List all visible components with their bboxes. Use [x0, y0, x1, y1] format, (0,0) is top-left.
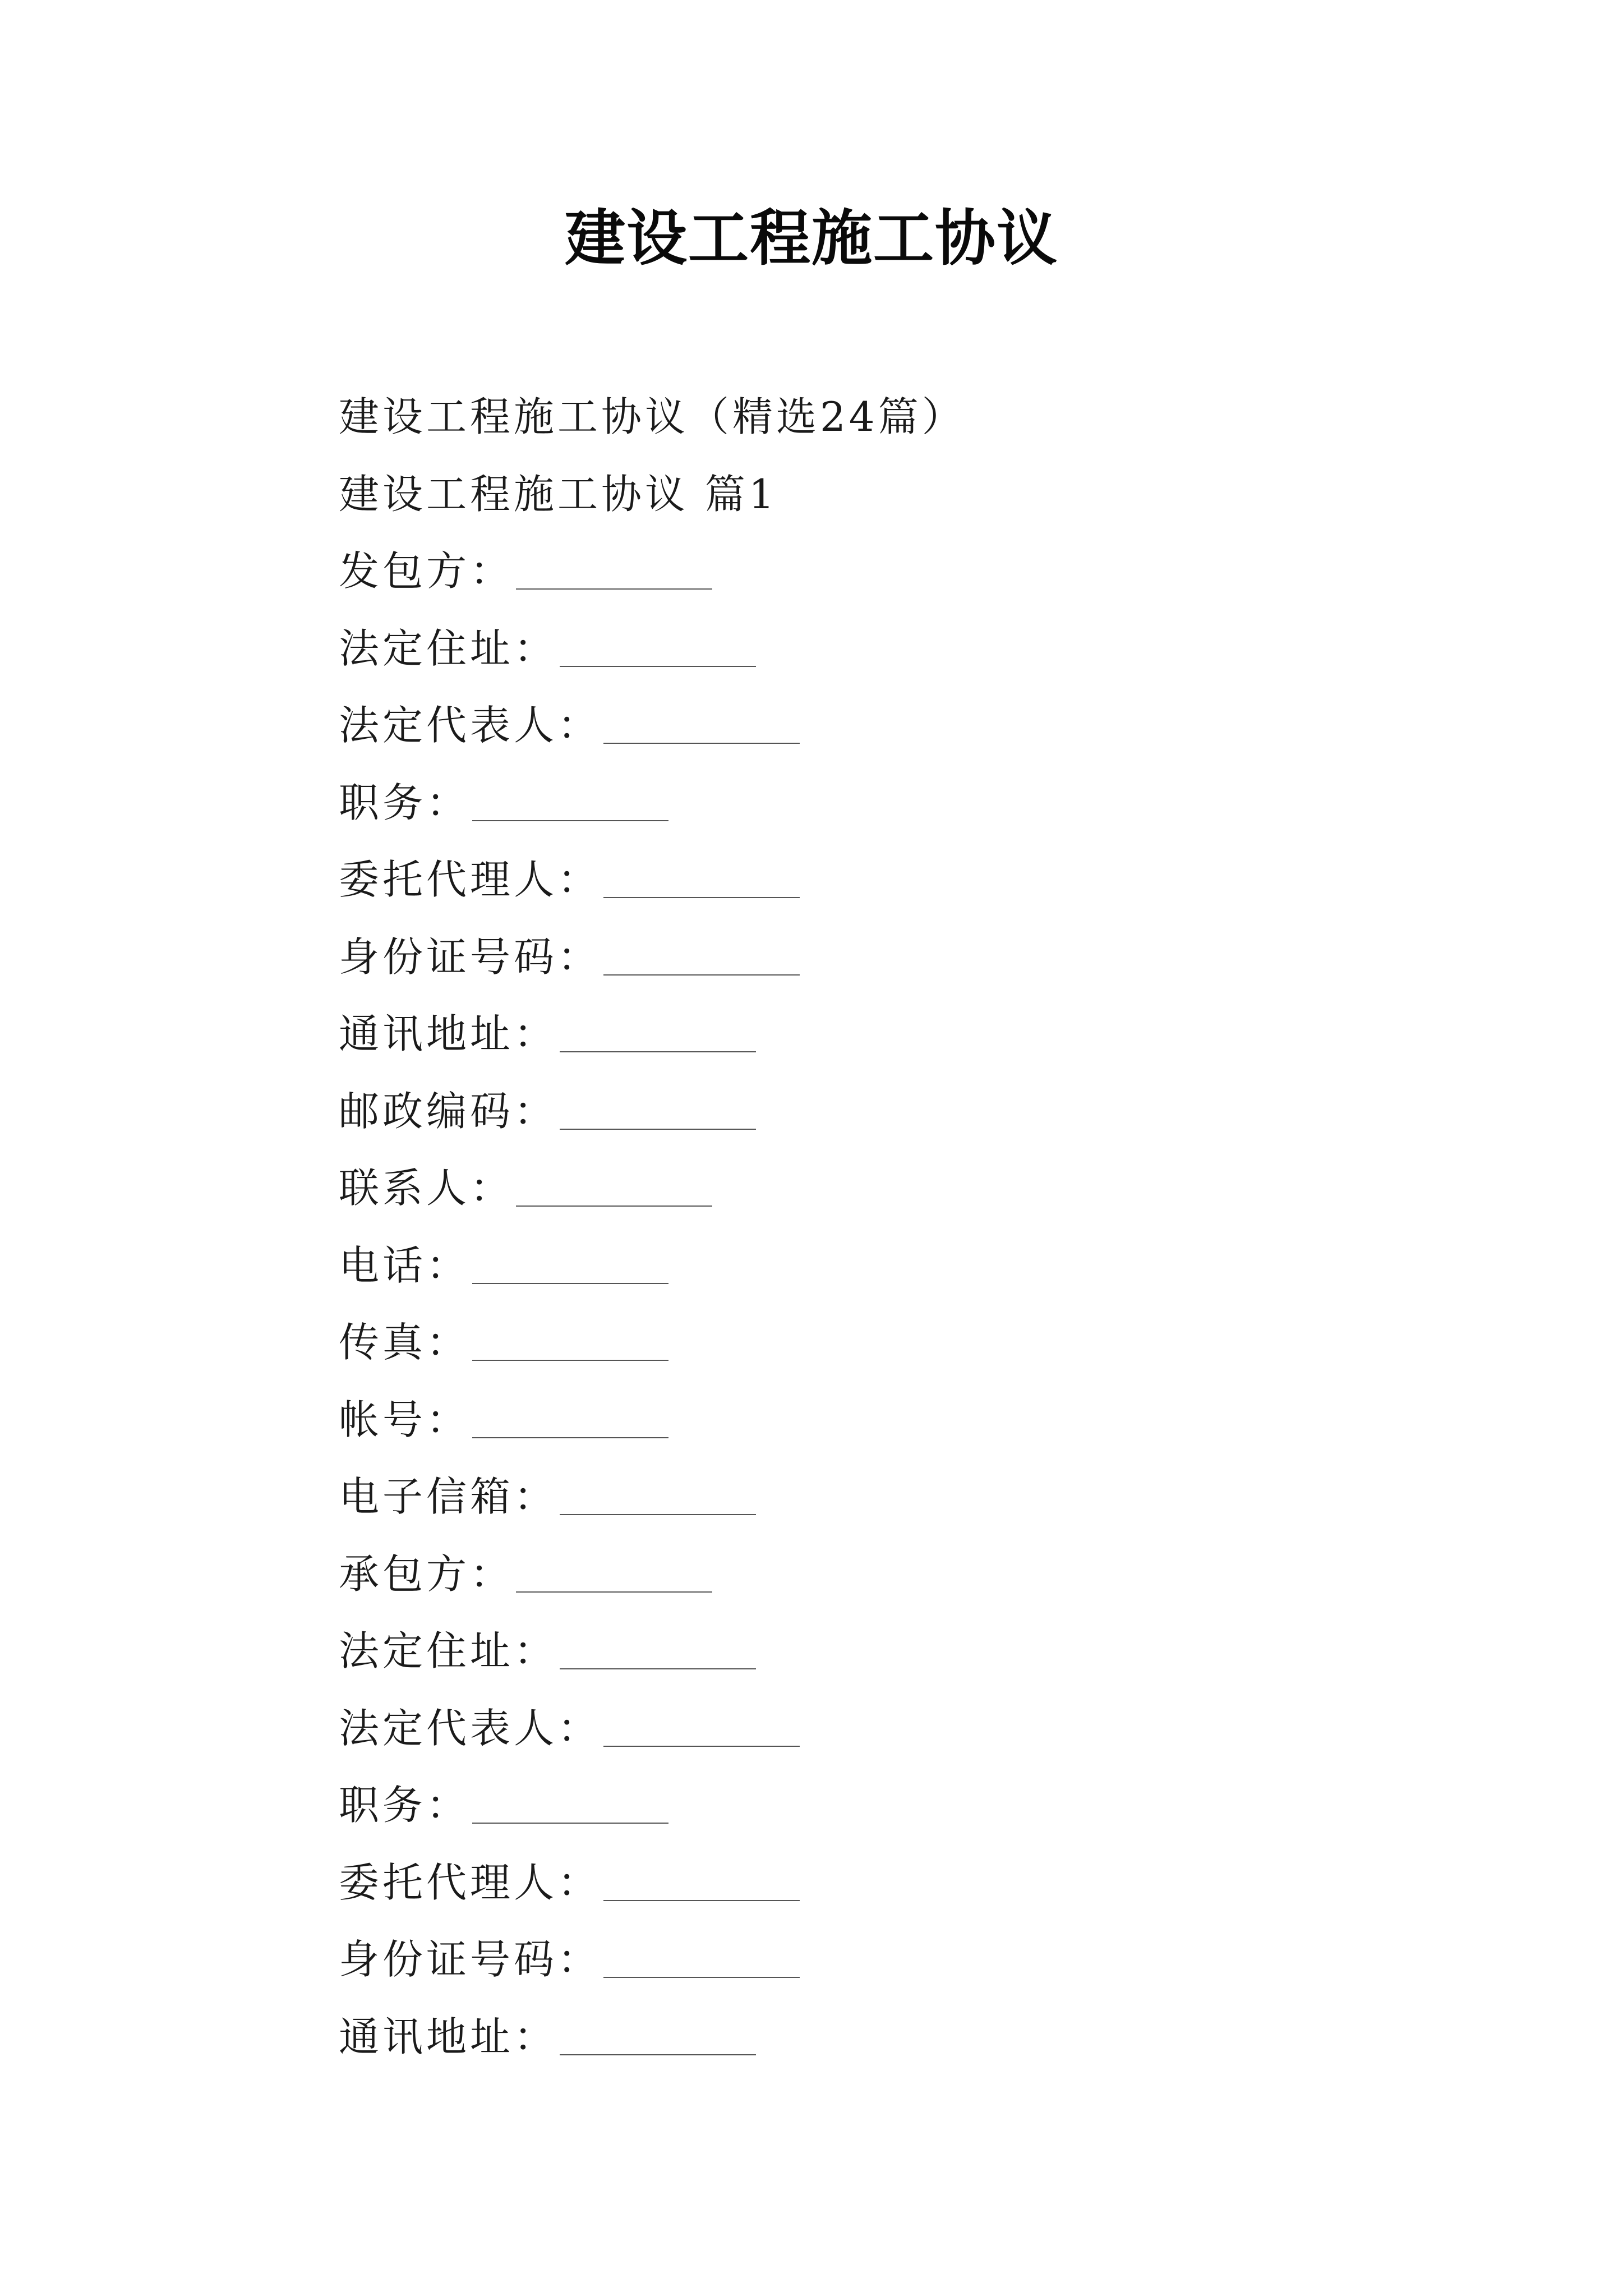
fill-in-blank	[603, 1746, 800, 1747]
field-party-a-fax	[339, 1304, 1460, 1382]
fill-in-blank	[603, 1977, 800, 1978]
document-title: 建设工程施工协议	[564, 203, 1058, 274]
field-label: 职务：	[339, 779, 471, 826]
fill-in-blank	[472, 1437, 668, 1438]
fill-in-blank	[560, 1129, 756, 1130]
field-party-a-legal-rep	[339, 687, 1460, 765]
field-party-b-position	[339, 1767, 1460, 1844]
fill-in-blank	[472, 1823, 668, 1824]
fill-in-blank	[472, 1360, 668, 1361]
fill-in-blank	[516, 1591, 712, 1593]
fill-in-blank	[603, 974, 800, 976]
field-party-a-mailing-address	[339, 996, 1460, 1073]
field-party-a-position	[339, 765, 1460, 842]
fill-in-blank	[560, 1514, 756, 1515]
field-label: 传真：	[339, 1319, 471, 1366]
field-party-a-address	[339, 610, 1460, 688]
field-label: 身份证号码：	[339, 1936, 602, 1983]
fill-in-blank	[603, 897, 800, 898]
fill-in-blank	[560, 666, 756, 667]
fill-in-blank	[560, 1051, 756, 1052]
field-label: 通讯地址：	[339, 2013, 558, 2060]
field-party-b-mailing-address	[339, 1999, 1460, 2076]
fill-in-blank	[472, 1283, 668, 1284]
section-heading: 建设工程施工协议 篇1	[339, 470, 778, 518]
field-label: 电话：	[339, 1241, 471, 1289]
fill-in-blank	[560, 2054, 756, 2055]
field-label: 电子信箱：	[339, 1473, 558, 1520]
field-party-a-contact	[339, 1150, 1460, 1227]
field-party-b-id-number	[339, 1921, 1460, 1999]
field-label: 承包方：	[339, 1550, 514, 1598]
field-party-b-address	[339, 1613, 1460, 1690]
field-party-a-agent	[339, 841, 1460, 919]
field-party-a-id-number	[339, 919, 1460, 996]
fill-in-blank	[472, 820, 668, 821]
field-label: 法定代表人：	[339, 1704, 602, 1752]
field-party-a	[339, 533, 1460, 610]
field-label: 身份证号码：	[339, 933, 602, 981]
fill-in-blank	[516, 588, 712, 590]
field-party-a-postcode	[339, 1073, 1460, 1151]
field-party-a-phone	[339, 1227, 1460, 1305]
fill-in-blank	[516, 1205, 712, 1207]
field-label: 通讯地址：	[339, 1010, 558, 1057]
field-label: 职务：	[339, 1782, 471, 1829]
field-party-b-agent	[339, 1844, 1460, 1922]
field-label: 联系人：	[339, 1165, 514, 1212]
field-label: 法定住址：	[339, 1627, 558, 1674]
field-label: 委托代理人：	[339, 1858, 602, 1906]
fill-in-blank	[560, 1668, 756, 1669]
fill-in-blank	[603, 1900, 800, 1901]
field-party-a-email	[339, 1458, 1460, 1536]
document-subtitle: 建设工程施工协议（精选24篇）	[339, 393, 966, 440]
field-label: 法定住址：	[339, 624, 558, 672]
field-label: 帐号：	[339, 1396, 471, 1443]
field-party-a-account	[339, 1382, 1460, 1459]
field-label: 委托代理人：	[339, 856, 602, 903]
fill-in-blank	[603, 743, 800, 744]
field-label: 邮政编码：	[339, 1087, 558, 1135]
field-label: 发包方：	[339, 547, 514, 595]
field-party-b-legal-rep	[339, 1690, 1460, 1768]
document-body	[339, 379, 1460, 2076]
field-label: 法定代表人：	[339, 702, 602, 749]
field-party-b	[339, 1536, 1460, 1613]
